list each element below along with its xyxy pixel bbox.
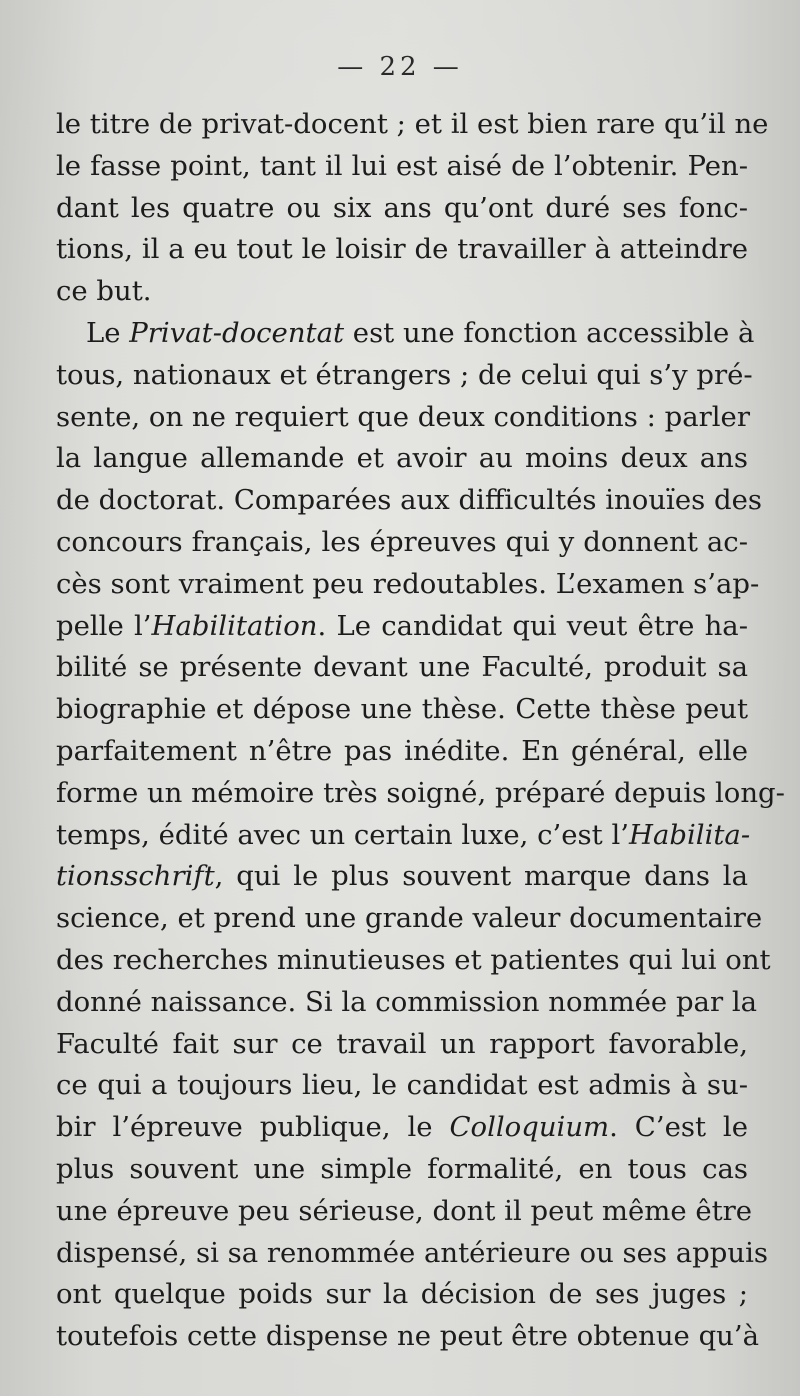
- text-run: ce qui a toujours lieu, le candidat est admis à su-: [56, 1069, 748, 1102]
- text-line: [56, 940, 771, 982]
- text-line: [56, 313, 755, 355]
- text-run: plus souvent une simple formalité, en tous cas: [56, 1152, 748, 1185]
- text-run: tions, il a eu tout le loisir de travailler à atteindre: [56, 233, 748, 266]
- text-run: une épreuve peu sérieuse, dont il peut même être: [56, 1194, 753, 1227]
- italic-term: Habilita-: [629, 818, 751, 851]
- page-number: — 22 —: [337, 52, 463, 82]
- italic-term: Privat-docentat: [129, 316, 345, 349]
- text-line: [56, 1024, 748, 1066]
- text-line: [56, 1149, 748, 1191]
- text-run: Le: [86, 316, 130, 349]
- text-run: parfaitement n’être pas inédite. En général, elle: [56, 734, 748, 767]
- text-run: cès sont vraiment peu redoutables. L’examen s’ap-: [56, 567, 760, 600]
- text-run: toutefois cette dispense ne peut être obtenue qu’à: [56, 1320, 760, 1353]
- text-run: est une fonction accessible à: [344, 316, 755, 349]
- text-run: le titre de privat-docent ; et il est bien rare qu’il ne: [56, 108, 769, 140]
- text-line: [56, 104, 769, 146]
- text-line: [56, 1233, 768, 1275]
- text-line: [56, 731, 748, 773]
- text-run: pelle l’: [56, 609, 152, 642]
- text-run: bilité se présente devant une Faculté, produit sa: [56, 651, 748, 684]
- text-line: [56, 146, 748, 188]
- text-run: donné naissance. Si la commission nommée par la: [56, 985, 758, 1018]
- text-run: concours français, les épreuves qui y donnent ac-: [56, 525, 748, 558]
- body-text: [56, 104, 785, 1358]
- text-line: [56, 229, 748, 271]
- text-line: [56, 1065, 748, 1107]
- text-run: Faculté fait sur ce travail un rapport favorable,: [56, 1027, 748, 1060]
- text-line: [56, 480, 762, 522]
- text-line: [56, 856, 748, 898]
- text-run: , qui le plus souvent marque dans la: [214, 860, 748, 893]
- text-line: [56, 355, 753, 397]
- text-run: . C’est le: [609, 1111, 749, 1144]
- text-run: dispensé, si sa renommée antérieure ou ses appuis: [56, 1236, 768, 1269]
- text-line: [56, 522, 748, 564]
- italic-term: Colloquium: [449, 1111, 610, 1144]
- text-run: biographie et dépose une thèse. Cette thèse peut: [56, 693, 748, 726]
- text-run: bir l’épreuve publique, le: [56, 1111, 450, 1144]
- text-line: [56, 1274, 748, 1316]
- text-run: forme un mémoire très soigné, préparé depuis long-: [56, 776, 785, 809]
- text-run: des recherches minutieuses et patientes qui lui ont: [56, 943, 771, 976]
- text-run: science, et prend une grande valeur documentaire: [56, 902, 763, 935]
- text-line: [56, 647, 748, 689]
- text-run: ont quelque poids sur la décision de ses juges ;: [56, 1278, 748, 1311]
- text-line: [56, 1107, 748, 1149]
- text-run: de doctorat. Comparées aux difficultés inouïes des: [56, 484, 762, 517]
- text-run: tous, nationaux et étrangers ; de celui qui s’y pré-: [56, 358, 753, 391]
- text-line: [56, 1316, 760, 1358]
- text-line: [56, 564, 760, 606]
- text-run: ce but.: [56, 275, 152, 308]
- text-line: [56, 982, 758, 1024]
- text-run: dant les quatre ou six ans qu’ont duré ses fonc-: [56, 191, 748, 224]
- text-run: temps, édité avec un certain luxe, c’est l’: [56, 818, 630, 851]
- text-line: [56, 271, 748, 313]
- italic-term: tionsschrift: [56, 860, 215, 893]
- text-line: [56, 898, 763, 940]
- text-run: la langue allemande et avoir au moins deux ans: [56, 442, 748, 475]
- text-line: [56, 689, 748, 731]
- text-line: [56, 397, 748, 439]
- text-line: [56, 606, 748, 648]
- text-line: [56, 815, 751, 857]
- text-run: le fasse point, tant il lui est aisé de l’obtenir. Pen-: [56, 149, 748, 182]
- italic-term: Habilitation: [151, 609, 318, 642]
- text-line: [56, 188, 748, 230]
- text-line: [56, 773, 785, 815]
- text-line: [56, 1191, 753, 1233]
- text-run: sente, on ne requiert que deux conditions : parler: [56, 400, 750, 433]
- text-run: . Le candidat qui veut être ha-: [317, 609, 748, 642]
- text-line: [56, 438, 748, 480]
